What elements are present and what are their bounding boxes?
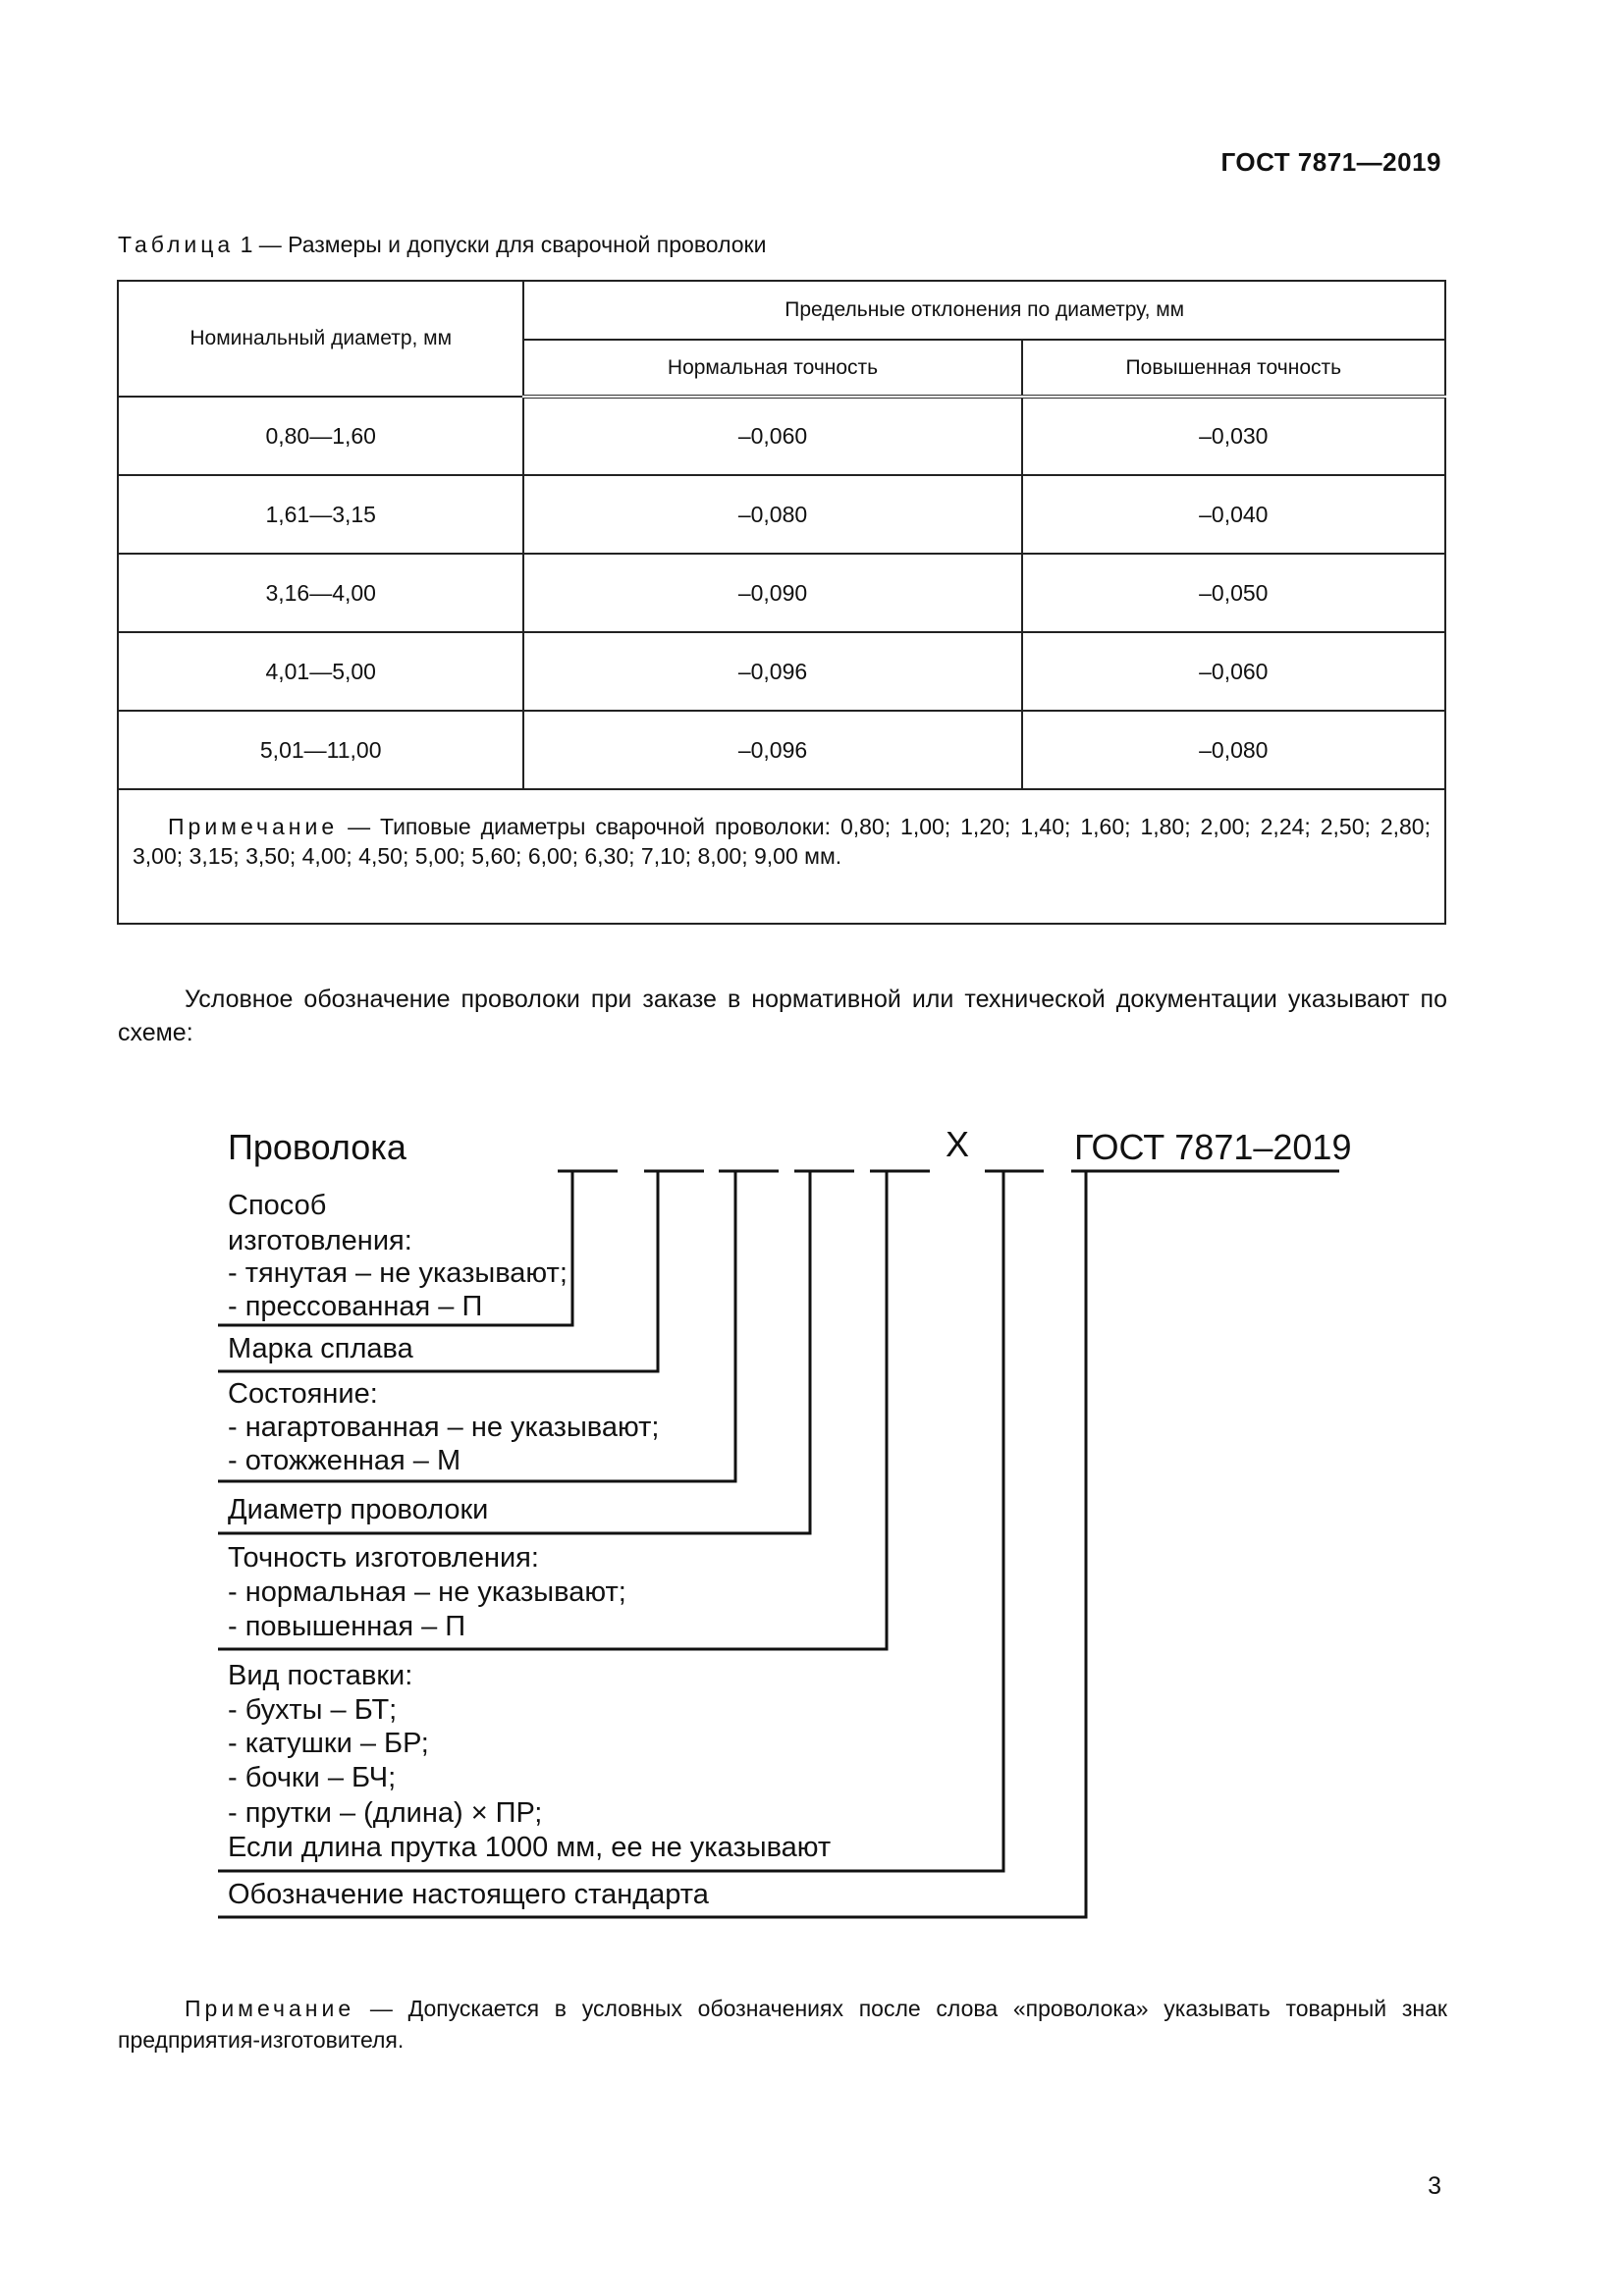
page-number: 3	[1428, 2172, 1441, 2200]
scheme-supply-line: - бочки – БЧ;	[228, 1762, 397, 1793]
cell-high: –0,060	[1022, 632, 1445, 711]
cell-diameter: 1,61—3,15	[118, 475, 523, 554]
scheme-method-line: - прессованная – П	[228, 1291, 483, 1322]
scheme-precision-line: - повышенная – П	[228, 1611, 466, 1642]
cell-normal: –0,096	[523, 711, 1021, 789]
table-note-label: Примечание	[168, 814, 339, 839]
scheme-standard-title: ГОСТ 7871–2019	[1074, 1127, 1352, 1167]
scheme-x-mark: Х	[946, 1124, 970, 1164]
scheme-precision-line: - нормальная – не указывают;	[228, 1576, 626, 1608]
scheme-supply-line: Вид поставки:	[228, 1660, 413, 1691]
standard-code-header: ГОСТ 7871—2019	[1220, 147, 1441, 177]
header-normal-precision: Нормальная точность	[523, 340, 1021, 397]
scheme-state-line: - отожженная – М	[228, 1445, 461, 1476]
scheme-supply-line: - бухты – БТ;	[228, 1694, 398, 1726]
cell-diameter: 5,01—11,00	[118, 711, 523, 789]
scheme-precision-line: Точность изготовления:	[228, 1542, 539, 1574]
scheme-method-line: Способ	[228, 1190, 327, 1221]
cell-normal: –0,060	[523, 397, 1021, 475]
scheme-wire-word: Проволока	[228, 1127, 406, 1167]
table-caption-label: Таблица	[118, 232, 235, 257]
scheme-state-line: Состояние:	[228, 1378, 378, 1410]
cell-high: –0,050	[1022, 554, 1445, 632]
cell-diameter: 3,16—4,00	[118, 554, 523, 632]
cell-high: –0,030	[1022, 397, 1445, 475]
designation-paragraph: Условное обозначение проволоки при заказе в нормативной или технической документации указывают по схеме:	[118, 986, 1447, 1046]
header-nominal-diameter: Номинальный диаметр, мм	[118, 281, 523, 397]
cell-normal: –0,096	[523, 632, 1021, 711]
cell-normal: –0,080	[523, 475, 1021, 554]
scheme-method-line: - тянутая – не указывают;	[228, 1257, 568, 1289]
footnote	[118, 1993, 1447, 2056]
scheme-method-line: изготовления:	[228, 1225, 412, 1256]
scheme-alloy-line: Марка сплава	[228, 1333, 413, 1364]
table-note-text: — Типовые диаметры сварочной проволоки: 0,80; 1,00; 1,20; 1,40; 1,60; 1,80; 2,00; 2,24; 2,50; 2,80; 3,00; 3,15; 3,50; 4,00; 4,50; 5,00; 5,60; 6,00; 6,30; 7,10; 8,00; 9,00 мм.	[133, 814, 1431, 869]
cell-diameter: 0,80—1,60	[118, 397, 523, 475]
table-caption-text: 1 — Размеры и допуски для сварочной проволоки	[234, 232, 767, 257]
footnote-text: — Допускается в условных обозначениях после слова «проволока» указывать товарный знак предприятия-изготовителя.	[118, 1996, 1447, 2053]
cell-diameter: 4,01—5,00	[118, 632, 523, 711]
footnote-label: Примечание	[185, 1996, 355, 2021]
scheme-standard-ref-line: Обозначение настоящего стандарта	[228, 1879, 709, 1910]
scheme-supply-line: Если длина прутка 1000 мм, ее не указывают	[228, 1832, 832, 1863]
cell-high: –0,080	[1022, 711, 1445, 789]
header-limit-deviations: Предельные отклонения по диаметру, мм	[523, 281, 1445, 340]
scheme-diameter-line: Диаметр проволоки	[228, 1494, 489, 1525]
scheme-state-line: - нагартованная – не указывают;	[228, 1412, 660, 1443]
cell-normal: –0,090	[523, 554, 1021, 632]
cell-high: –0,040	[1022, 475, 1445, 554]
scheme-supply-line: - катушки – БР;	[228, 1728, 429, 1759]
scheme-supply-line: - прутки – (длина) × ПР;	[228, 1797, 543, 1829]
header-high-precision: Повышенная точность	[1022, 340, 1445, 397]
